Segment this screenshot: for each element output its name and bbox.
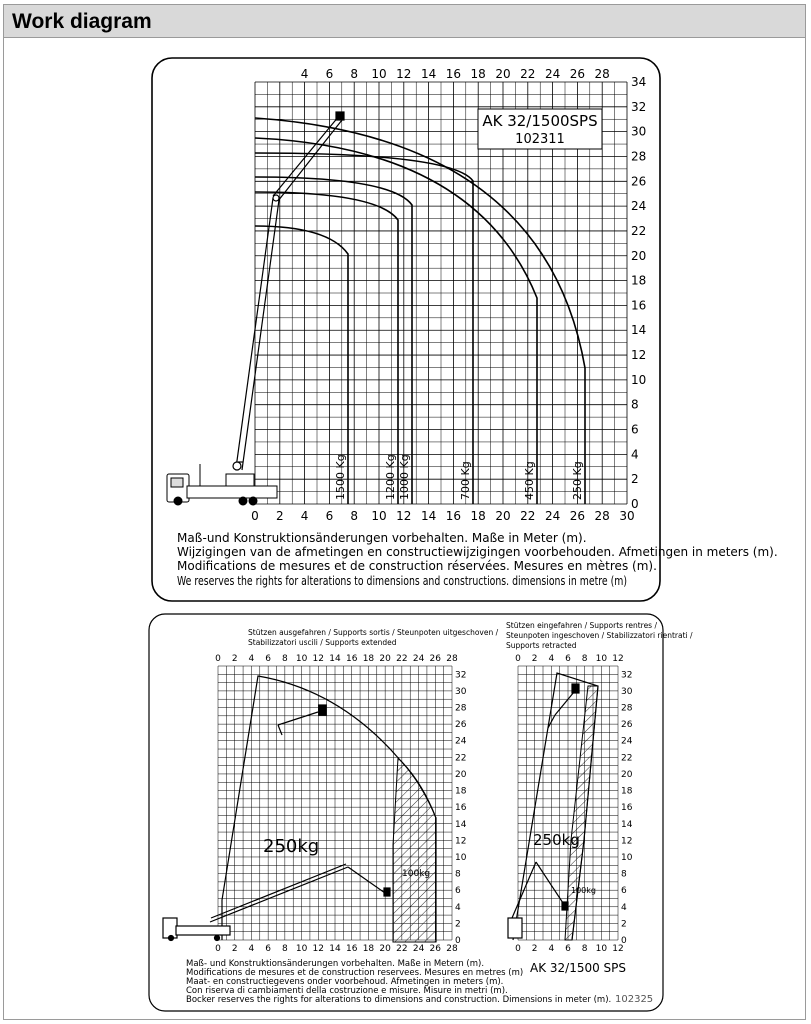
diagram-1-model: AK 32/1500SPS [482,112,598,130]
diagram-2-left-caption [248,628,499,647]
tick-label: 22 [455,753,467,764]
note-line: Modifications de mesures et de construction reservees. Mesures en metres (m) [186,968,524,978]
tick-label: 30 [621,686,633,697]
caption-line: Supports retracted [506,641,577,650]
tick-label: 0 [621,936,627,946]
tick-label: 28 [594,67,610,81]
tick-label: 22 [520,67,536,81]
tick-label: 10 [595,944,608,954]
diagram-2-right-caption [506,621,693,650]
tick-label: 20 [455,769,467,780]
left-hatched-zone [393,758,436,942]
load-label: 700 Kg [459,461,472,500]
tick-label: 0 [455,936,461,946]
tick-label: 4 [631,447,639,462]
tick-label: 2 [231,944,238,954]
load-label: 450 Kg [523,461,536,500]
note-line: Maat- en constructiegevens onder voorbehoud. Afmetingen in meters (m). [186,977,504,987]
tick-label: 22 [520,509,536,523]
tick-label: 26 [429,944,442,954]
tick-label: 16 [445,67,462,81]
diagram-2-drawing-no: 102325 [615,994,654,1005]
tick-label: 4 [548,944,555,954]
caption-line: Stabilizzatori uscili / Supports extended [248,638,397,647]
note-line: Maß- und Konstruktionsänderungen vorbehalten. Maße in Metern (m). [186,959,485,969]
tick-label: 12 [612,944,624,954]
load-label: 1000 Kg [398,454,411,500]
tick-label: 10 [595,654,608,664]
tick-label: 10 [455,852,467,863]
tick-label: 30 [619,509,635,523]
tick-label: 26 [569,509,586,523]
tick-label: 24 [412,654,425,664]
right-load-small: 100kg [571,886,596,895]
tick-label: 18 [621,786,633,797]
tick-label: 4 [455,902,461,913]
tick-label: 6 [565,654,571,664]
note-line: Wijzigingen van de afmetingen en constructiewijzigingen voorbehouden. Afmetingen in meters (m). [177,545,778,559]
tick-label: 14 [420,509,437,523]
tick-label: 32 [621,670,633,681]
tick-label: 6 [455,886,461,897]
tick-label: 22 [631,223,647,238]
tick-label: 26 [455,720,467,731]
tick-label: 10 [621,852,633,863]
tick-label: 2 [231,654,238,664]
tick-label: 22 [396,944,408,954]
tick-label: 24 [631,199,647,214]
tick-label: 10 [371,67,387,81]
tick-label: 26 [569,67,586,81]
tick-label: 4 [621,902,627,913]
tick-label: 28 [594,509,610,523]
tick-label: 20 [379,654,391,664]
tick-label: 6 [325,509,334,523]
tick-label: 14 [329,944,341,954]
tick-label: 2 [275,509,284,523]
tick-label: 22 [621,753,633,764]
tick-label: 30 [631,124,647,139]
tick-label: 6 [325,67,334,81]
load-label: 1500 Kg [334,454,347,500]
note-line: Modifications de mesures et de construction réservées. Mesures en mètres (m). [177,559,657,573]
tick-label: 14 [621,819,633,830]
note-line: Con riserva di cambiamenti della costruzione e misure. Misure in metri (m). [186,986,508,996]
tick-label: 12 [455,836,467,847]
caption-line: Steunpoten ingeschoven / Stabilizzatori rientrati / [506,631,693,640]
caption-line: Stützen eingefahren / Supports rentres / [506,621,657,630]
tick-label: 8 [581,944,588,954]
tick-label: 28 [446,944,458,954]
tick-label: 24 [621,736,633,747]
tick-label: 12 [312,944,325,954]
tick-label: 0 [515,654,521,664]
tick-label: 14 [420,67,437,81]
tick-label: 28 [455,703,467,714]
tick-label: 30 [455,686,467,697]
tick-label: 18 [362,944,375,954]
tick-label: 20 [495,509,511,523]
tick-label: 20 [379,944,391,954]
tick-label: 10 [295,654,308,664]
right-load-main: 250kg [533,831,580,849]
tick-label: 32 [631,99,647,114]
tick-label: 0 [251,509,259,523]
tick-label: 34 [631,75,647,89]
tick-label: 28 [446,654,458,664]
tick-label: 4 [248,654,255,664]
tick-label: 12 [621,836,633,847]
tick-label: 8 [350,509,359,523]
tick-label: 10 [295,944,308,954]
left-load-main: 250kg [263,836,320,857]
tick-label: 8 [350,67,359,81]
tick-label: 16 [455,803,467,814]
page-title: Work diagram [12,10,152,33]
tick-label: 0 [215,944,221,954]
note-line: Bocker reserves the rights for alterations to dimensions and construction. Dimensions in meter (m). [186,995,612,1005]
tick-label: 4 [248,944,255,954]
tick-label: 18 [470,67,486,81]
tick-label: 24 [412,944,425,954]
tick-label: 6 [631,422,639,437]
note-line: Maß-und Konstruktionsänderungen vorbehalten. Maße in Meter (m). [177,531,587,545]
tick-label: 18 [470,509,486,523]
tick-label: 6 [265,944,272,954]
load-label: 1200 Kg [384,454,397,500]
tick-label: 20 [631,248,647,263]
tick-label: 32 [455,670,467,681]
tick-label: 12 [631,348,647,363]
tick-label: 0 [631,497,639,511]
caption-line: Stützen ausgefahren / Supports sortis / Steunpoten uitgeschoven / [248,628,499,637]
load-label: 250 Kg [571,461,584,500]
tick-label: 12 [612,654,624,664]
tick-label: 24 [544,509,561,523]
tick-label: 14 [631,323,647,338]
tick-label: 8 [281,944,288,954]
tick-label: 16 [445,509,462,523]
note-line: We reserves the rights for alterations to dimensions and constructions. dimensions in metre (m) [177,574,627,588]
tick-label: 16 [345,654,358,664]
tick-label: 16 [345,944,358,954]
tick-label: 28 [621,703,633,714]
tick-label: 28 [631,149,647,164]
tick-label: 6 [265,654,272,664]
tick-label: 12 [396,509,412,523]
tick-label: 26 [631,174,647,189]
tick-label: 4 [300,67,309,81]
tick-label: 10 [631,372,647,387]
diagram-1-drawing-no: 102311 [515,132,565,147]
tick-label: 14 [455,819,467,830]
tick-label: 4 [300,509,309,523]
diagram-2-model: AK 32/1500 SPS [530,961,627,975]
tick-label: 0 [215,654,221,664]
tick-label: 8 [455,869,461,880]
tick-label: 0 [515,944,521,954]
tick-label: 2 [531,944,538,954]
tick-label: 22 [396,654,408,664]
tick-label: 4 [548,654,555,664]
tick-label: 20 [495,67,511,81]
tick-label: 20 [621,769,633,780]
left-load-small: 100kg [402,869,431,879]
tick-label: 26 [429,654,442,664]
tick-label: 8 [581,654,588,664]
tick-label: 12 [312,654,325,664]
tick-label: 16 [621,803,633,814]
tick-label: 24 [544,67,561,81]
tick-label: 6 [565,944,571,954]
tick-label: 16 [631,298,647,313]
tick-label: 8 [281,654,288,664]
tick-label: 2 [531,654,538,664]
tick-label: 14 [329,654,341,664]
tick-label: 26 [621,720,633,731]
tick-label: 8 [621,869,627,880]
tick-label: 18 [631,273,647,288]
tick-label: 10 [371,509,387,523]
tick-label: 12 [396,67,412,81]
tick-label: 2 [621,919,627,930]
tick-label: 18 [455,786,467,797]
tick-label: 2 [455,919,461,930]
tick-label: 24 [455,736,467,747]
tick-label: 6 [621,886,627,897]
tick-label: 2 [631,472,639,487]
tick-label: 8 [631,397,639,412]
tick-label: 18 [362,654,375,664]
